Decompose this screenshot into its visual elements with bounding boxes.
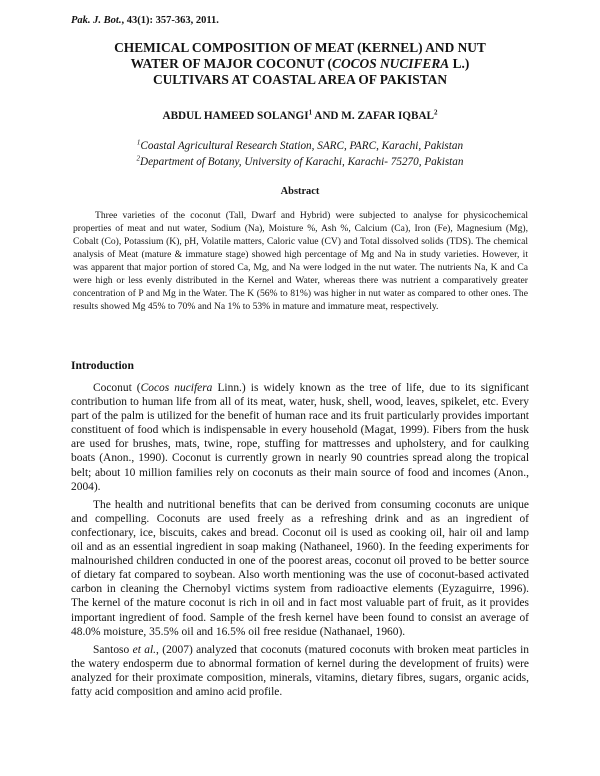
author-1: ABDUL HAMEED SOLANGI [162,110,309,122]
author-1-affil-mark: 1 [308,108,313,117]
title-line-2: WATER OF MAJOR COCONUT (COCOS NUCIFERA L.) [130,56,470,71]
paragraph-1: Coconut (Cocos nucifera Linn.) is widely known as the tree of life, due to its significant contribution to human life from all of its meat, water, husk, shell, wood, leaves, spikelet, etc. Every part of the palm is utilized for the benefit of human race and its fruit particularly provides important constituent of food which is indispensable in every household (Magat, 1999). Fibers from the husk are used for brushes, mats, twine, rope, stuffing for mattresses and upholstery, and for caulking boats (Anon., 1990). Coconut is currently grown in nearly 90 countries spread along the tropical belt; about 10 million families rely on coconuts as their main source of food and incomes (Anon., 2004). [71,382,529,493]
title-line-1: CHEMICAL COMPOSITION OF MEAT (KERNEL) AND NUT [114,40,486,55]
author-list: ABDUL HAMEED SOLANGI$^1$ AND M. ZAFAR IQBAL$^2$ [162,108,438,122]
introduction-body [71,381,529,703]
affiliations [60,138,540,170]
journal-name: Pak. J. Bot. [71,15,122,26]
species-name: Cocos nucifera [140,382,213,394]
author-2: M. ZAFAR IQBAL [341,110,435,122]
abstract-text: Three varieties of the coconut (Tall, Dwarf and Hybrid) were subjected to analyse for physicochemical properties of meat and nut water, Sodium (Na), Moisture %, Ash %, Calcium (Ca), Iron (Fe), Magnesium (Mg), Cobalt (Co), Potassium (K), pH, Volatile matters, Caloric value (CV) and Total dissolved solids (TDS). The chemical analysis of Meat (mature & immature stage) showed high percentage of Mg and Na in study varieties. However, it was apparent that major portion of stored Ca, Mg, and Na were lodged in the nut water. The nutrients Na, K and Ca were high or less evenly distributed in the Kernel and Water, whereas there was nutrient a comparatively greater concentration of P and Mg in the Water. The K (56% to 81%) was higher in nut water as compared to other ones. The results showed Mg 45% to 70% and Na 1% to 53% in mature and immature meat, respectively. [73,210,528,312]
journal-volume-pages: , 43(1): 357-363, 2011. [121,15,219,26]
abstract-heading: Abstract [280,186,320,197]
paragraph-3: Santoso et al., (2007) analyzed that coconuts (matured coconuts with broken meat particles in the watery endosperm due to abnormal formation of kernel during the development of fruits) were analyzed for their proximate composition, minerals, vitamins, dietary fibres, sugars, organic acids, fatty acid composition and amino acid profile. [71,643,529,698]
affiliation-2: $^2$Department of Botany, University of Karachi, Karachi- 75270, Pakistan [136,154,464,168]
paragraph-2: The health and nutritional benefits that can be derived from consuming coconuts are unique and compelling. Coconuts are used freely as a refreshing drink and as an ingredient of confectionary, ice, biscuits, cakes and bread. Coconut oil is used as cooking oil, hair oil and lamp oil and as an essential ingredient in soap making (Nathaneel, 1960). In the feeding experiments for malnourished children conducted in one of the poorest areas, coconut oil proved to be better source of dietary fat compared to soybean. Also worth mentioning was the use of coconut-based activated carbon in cleaning the Chernobyl victims system from radioactive elements (Eyzaguirre, 1996). The kernel of the mature coconut is rich in oil and in fact most valuable part of fruit, as it provides important ingredient of food. Sample of the fresh kernel have been found to consist an average of 48.0% moisture, 35.5% oil and 16.5% oil free residue (Nathanael, 1960). [71,498,529,638]
author-2-affil-mark: 2 [434,108,438,117]
introduction-heading: Introduction [71,359,134,372]
title-line-3: CULTIVARS AT COASTAL AREA OF PAKISTAN [152,72,448,87]
title-species: COCOS NUCIFERA [332,56,450,71]
paper-title [60,40,540,88]
affiliation-1: $^1$Coastal Agricultural Research Station, SARC, PARC, Karachi, Pakistan [136,138,464,152]
journal-citation [71,15,219,26]
